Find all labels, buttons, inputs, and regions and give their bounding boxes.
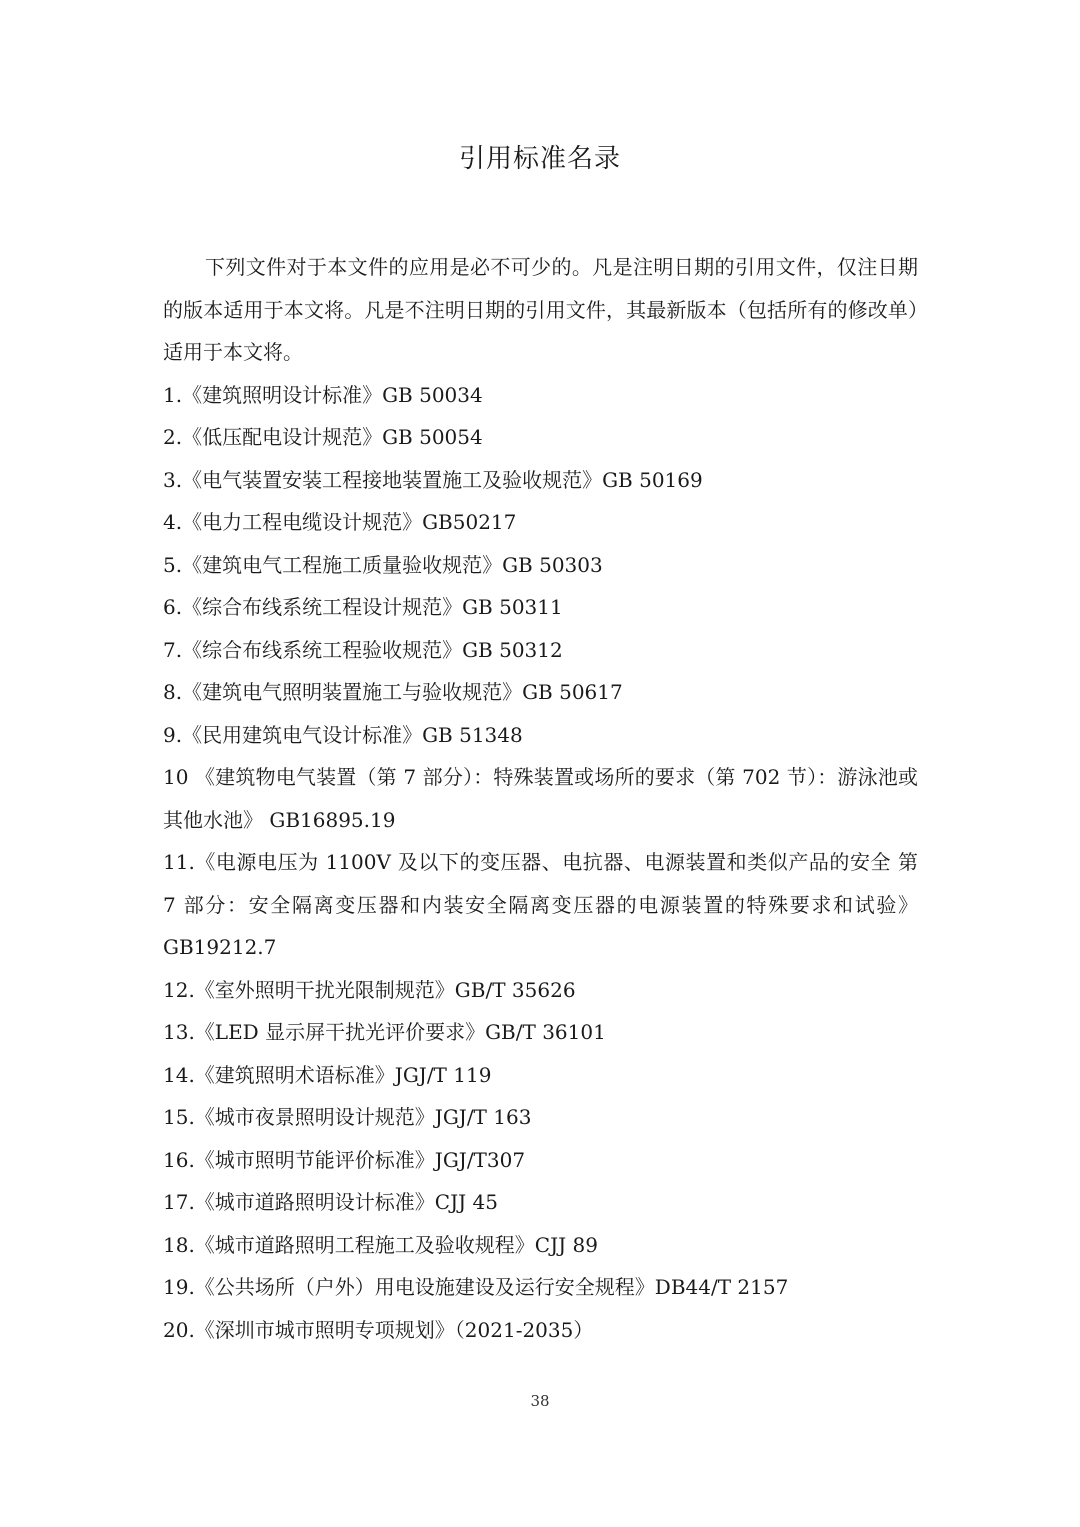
reference-item: 15.《城市夜景照明设计规范》JGJ/T 163 (163, 1105, 532, 1129)
reference-item: 20.《深圳市城市照明专项规划》（2021-2035） (163, 1317, 594, 1342)
page-title: 引用标准名录 (458, 144, 621, 174)
reference-item: 2.《低压配电设计规范》GB 50054 (163, 425, 483, 449)
reference-item: 10 《建筑物电气装置（第 7 部分）：特殊装置或场所的要求（第 702 节）：游泳池或其他水池》 GB16895.19 (163, 765, 918, 832)
page-number: 38 (530, 1392, 550, 1410)
reference-item: 9.《民用建筑电气设计标准》GB 51348 (163, 722, 523, 747)
reference-item: 1.《建筑照明设计标准》GB 50034 (163, 382, 483, 407)
reference-item: 4.《电力工程电缆设计规范》GB50217 (163, 510, 517, 534)
reference-item: 12.《室外照明干扰光限制规范》GB/T 35626 (163, 977, 576, 1002)
reference-item: 19.《公共场所（户外）用电设施建设及运行安全规程》DB44/T 2157 (163, 1275, 789, 1299)
reference-item: 14.《建筑照明术语标准》JGJ/T 119 (163, 1062, 492, 1087)
reference-item: 6.《综合布线系统工程设计规范》GB 50311 (163, 595, 563, 619)
reference-item: 18.《城市道路照明工程施工及验收规程》CJJ 89 (163, 1232, 598, 1257)
reference-item: 16.《城市照明节能评价标准》JGJ/T307 (163, 1147, 526, 1172)
reference-item: 11.《电源电压为 1100V 及以下的变压器、电抗器、电源装置和类似产品的安全 第 7 部分：安全隔离变压器和内装安全隔离变压器的电源装置的特殊要求和试验》 GB19212.7 (163, 850, 918, 959)
intro-paragraph: 下列文件对于本文件的应用是必不可少的。凡是注明日期的引用文件，仅注日期的版本适用于本文将。凡是不注明日期的引用文件，其最新版本（包括所有的修改单）适用于本文将。 (163, 255, 918, 364)
reference-item: 7.《综合布线系统工程验收规范》GB 50312 (163, 637, 563, 662)
reference-content (163, 246, 918, 1351)
reference-item: 8.《建筑电气照明装置施工与验收规范》GB 50617 (163, 680, 623, 704)
reference-item: 17.《城市道路照明设计标准》CJJ 45 (163, 1190, 498, 1214)
reference-item: 3.《电气装置安装工程接地装置施工及验收规范》GB 50169 (163, 467, 703, 492)
reference-item: 5.《建筑电气工程施工质量验收规范》GB 50303 (163, 552, 603, 577)
reference-item: 13.《LED 显示屏干扰光评价要求》GB/T 36101 (163, 1020, 606, 1044)
